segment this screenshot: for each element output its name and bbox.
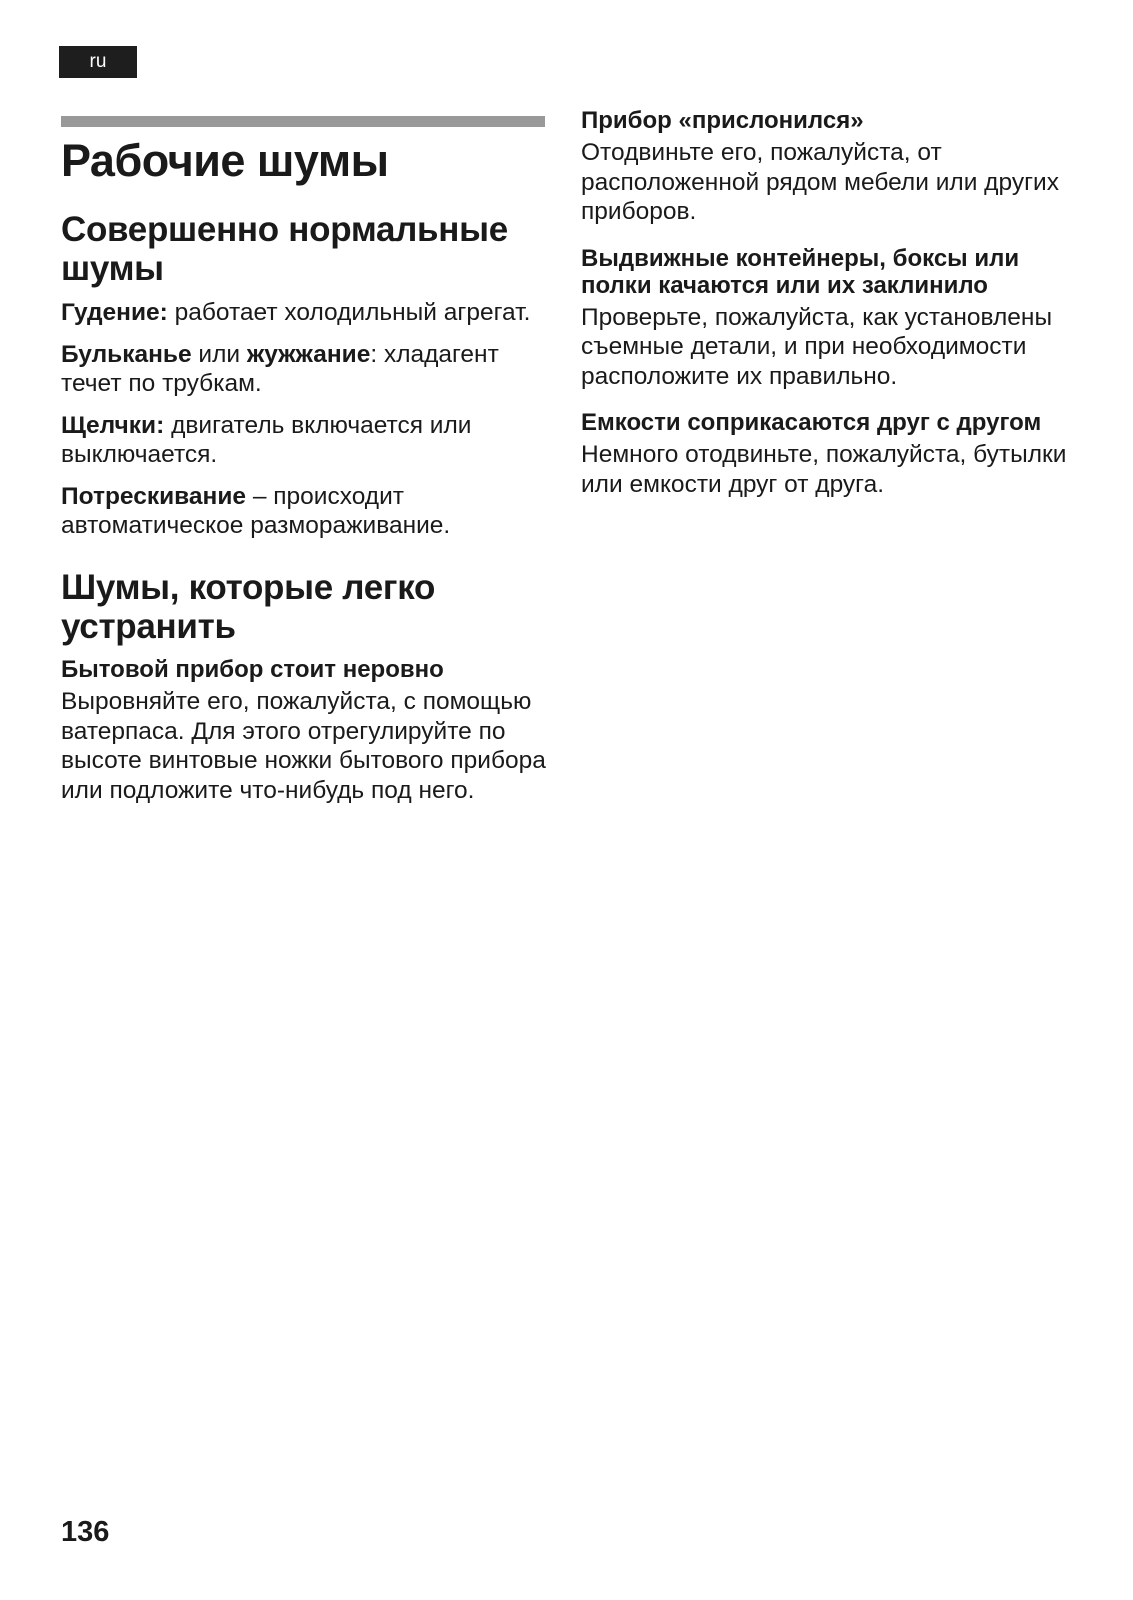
left-column <box>61 134 551 823</box>
language-tag: ru <box>59 46 137 78</box>
noise-term: Бульканье <box>61 341 192 368</box>
right-column <box>581 107 1081 517</box>
noise-item-clicks <box>61 411 551 469</box>
fix-item-containers <box>581 409 1081 499</box>
page-title: Рабочие шумы <box>61 135 389 186</box>
fix-item-uneven <box>61 656 551 805</box>
section-title-fixable-noises: Шумы, которые легко устранить <box>61 568 436 646</box>
fix-item-title: Емкости соприкасаются друг с другом <box>581 409 1042 436</box>
fix-item-text: Немного отодвиньте, пожалуйста, бутылки или емкости друг от друга. <box>581 441 1067 498</box>
noise-term: Щелчки: <box>61 412 165 439</box>
heading-rule <box>61 116 545 127</box>
noise-joiner: или <box>191 341 247 368</box>
noise-term-secondary: жужжание <box>246 341 371 368</box>
noise-description: – происходит автоматическое размораживание. <box>61 483 451 539</box>
noise-item-gurgling <box>61 340 551 398</box>
fix-item-text: Проверьте, пожалуйста, как установлены съемные детали, и при необходимости расположите их правильно. <box>581 303 1053 390</box>
noise-term: Гудение: <box>61 299 168 326</box>
noise-term: Потрескивание <box>61 483 247 510</box>
noise-description: работает холодильный агрегат. <box>167 299 531 326</box>
noise-description: двигатель включается или выключается. <box>61 412 472 468</box>
fix-item-title: Прибор «прислонился» <box>581 107 864 134</box>
fix-item-title: Выдвижные контейнеры, боксы или полки качаются или их заклинило <box>581 244 1020 299</box>
fix-item-text: Выровняйте его, пожалуйста, с помощью ватерпаса. Для этого отрегулируйте по высоте винтовые ножки бытового прибора или подложите что-нибудь под него. <box>61 688 546 804</box>
fix-item-drawers <box>581 245 1081 392</box>
page-number: 136 <box>61 1516 110 1548</box>
noise-item-humming <box>61 298 551 327</box>
section-title-normal-noises: Совершенно нормальные шумы <box>61 210 508 288</box>
fix-item-title: Бытовой прибор стоит неровно <box>61 656 444 683</box>
noise-item-crackling <box>61 482 551 540</box>
noise-description: : хладагент течет по трубкам. <box>61 341 499 397</box>
fix-item-leaning <box>581 107 1081 227</box>
fix-item-text: Отодвиньте его, пожалуйста, от расположенной рядом мебели или других приборов. <box>581 139 1059 225</box>
